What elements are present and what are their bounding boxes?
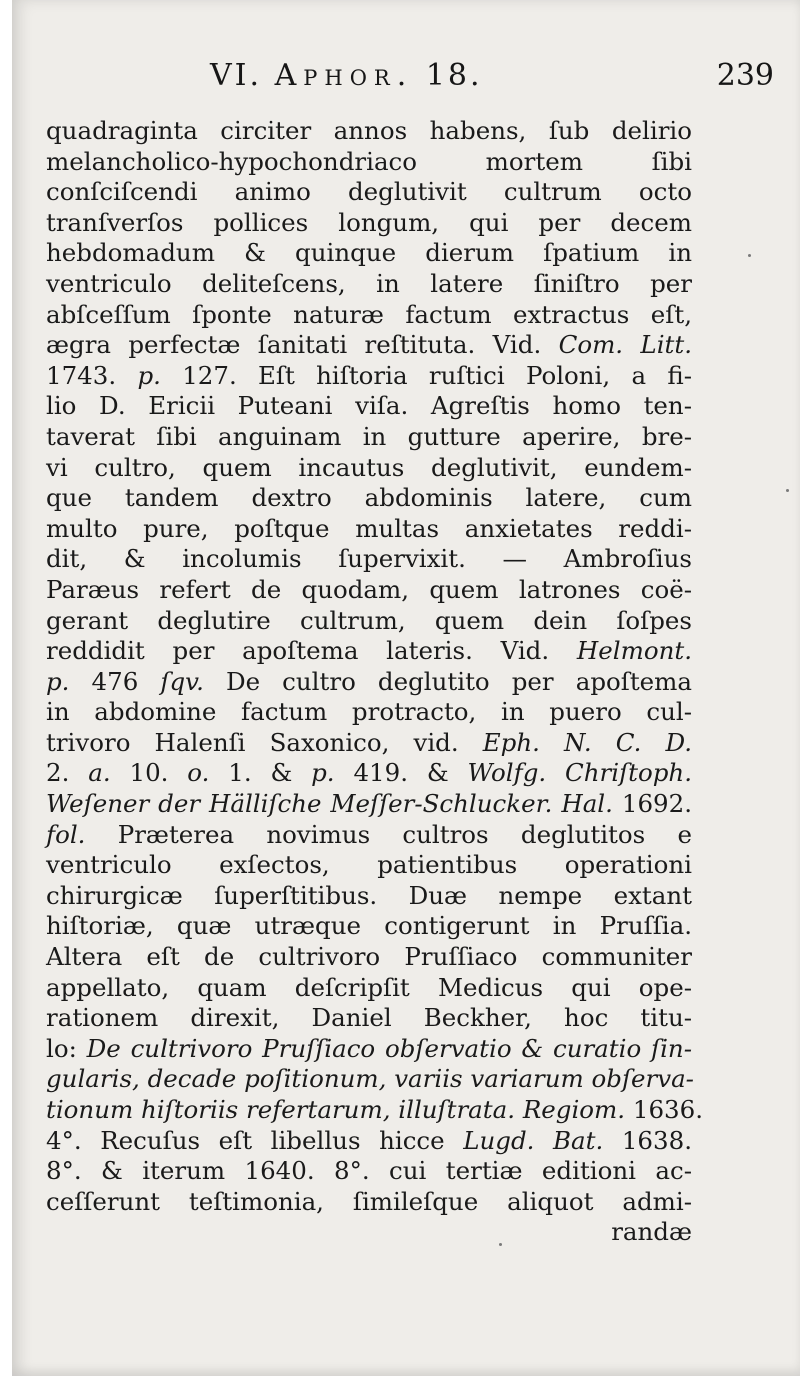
text-run: tranſverſos pollices longum, qui per decem [46, 207, 692, 237]
text-line [46, 881, 692, 912]
text-line [46, 911, 692, 942]
italic-run: gularis, decade poſitionum, variis variarum obſerva- [46, 1064, 694, 1094]
text-run: quadraginta circiter annos habens, ſub delirio [46, 116, 692, 145]
text-run: conſciſcendi animo deglutivit cultrum octo [46, 177, 692, 207]
italic-run: Wolfg. Chriſtoph. [467, 758, 692, 788]
text-run: melancholico-hypochondriaco mortem ſibi [46, 146, 692, 176]
text-run: trivoro Halenſi Saxonico, vid. [46, 727, 483, 757]
italic-run: o. [187, 758, 210, 788]
italic-run: tionum hiſtoriis refertarum, illuſtrata. Regiom. [46, 1095, 626, 1124]
text-run: lio D. Ericii Puteani viſa. Agreſtis homo ten- [46, 391, 692, 421]
text-run: 8°. & iterum 1640. 8°. cui tertiæ editioni ac- [46, 1156, 692, 1186]
text-line [46, 758, 692, 789]
text-run: hiſtoriæ, quæ utræque contigerunt in Pruſſia. [46, 911, 692, 941]
italic-run: Helmont. [576, 636, 692, 666]
text-line [46, 330, 692, 361]
text-line [46, 697, 692, 728]
italic-run: Eph. N. C. D. [482, 727, 693, 757]
text-run: 1692. [612, 789, 692, 819]
body-text [46, 116, 703, 1248]
text-line [46, 606, 692, 637]
paper-speck [786, 489, 789, 492]
text-line [46, 483, 692, 514]
text-line [46, 147, 692, 178]
italic-run: ſqv. [160, 666, 204, 696]
text-line [46, 177, 692, 208]
text-line [46, 1003, 692, 1034]
text-line [46, 208, 692, 239]
text-run: De cultro deglutito per apoſtema [203, 666, 692, 696]
text-line [46, 453, 692, 484]
text-run: vi cultro, quem incautus deglutivit, eundem- [46, 452, 692, 482]
italic-run: fol. [46, 819, 86, 849]
text-line [46, 667, 692, 698]
italic-run: a. [88, 758, 111, 788]
section-number: 18. [425, 58, 483, 93]
text-run: taverat ſibi anguinam in gutture aperire, bre- [46, 421, 692, 451]
text-line [46, 269, 692, 300]
text-run: chirurgicæ ſuperſtitibus. Duæ nempe extant [46, 880, 692, 910]
text-run: ventriculo deliteſcens, in latere ſiniſtro per [46, 268, 692, 298]
italic-run: Com. Litt. [558, 330, 693, 360]
text-line [46, 575, 692, 606]
running-title [210, 58, 483, 93]
text-run: ægra perfectæ ſanitati reſtituta. Vid. [46, 330, 559, 360]
text-line [46, 1156, 692, 1187]
text-run: dit, & incolumis ſupervixit. — Ambroſius [46, 544, 692, 574]
text-line [46, 514, 692, 545]
italic-run: De cultrivoro Pruſſiaco obſervatio & curatio ſin- [86, 1033, 692, 1063]
text-line [46, 1034, 692, 1065]
text-run: rationem direxit, Daniel Beckher, hoc titu- [46, 1003, 692, 1033]
text-run: 476 [69, 666, 161, 696]
text-run: Præterea novimus cultros deglutitos e [85, 819, 692, 849]
text-line [46, 820, 692, 851]
text-run: reddidit per apoſtema lateris. Vid. [46, 636, 577, 666]
text-run: gerant deglutire cultrum, quem dein ſoſpes [46, 605, 692, 635]
text-run: 2. [46, 758, 89, 788]
text-line [46, 973, 692, 1004]
running-title-word: Aphor. [274, 58, 414, 93]
text-run: que tandem dextro abdominis latere, cum [46, 483, 692, 513]
chapter-number: VI. [210, 58, 263, 93]
italic-run: p. [137, 360, 161, 390]
text-line [46, 300, 692, 331]
text-run: lo: [46, 1033, 87, 1063]
page-number: 239 [716, 58, 774, 93]
text-line [46, 728, 692, 759]
text-line [46, 1095, 703, 1126]
text-run: 4°. Recuſus eſt libellus hicce [46, 1125, 464, 1155]
text-line [46, 636, 692, 667]
text-line [46, 238, 692, 269]
text-line [46, 789, 692, 820]
italic-run: p. [311, 758, 335, 788]
text-line [46, 116, 692, 147]
running-header [12, 58, 800, 102]
text-run: appellato, quam deſcripſit Medicus qui ope- [46, 972, 692, 1002]
book-page [12, 0, 800, 1376]
text-line [46, 1187, 692, 1218]
text-run: 127. Eſt hiſtoria ruſtici Poloni, a fi- [160, 360, 692, 390]
text-line [46, 361, 692, 392]
text-run: hebdomadum & quinque dierum ſpatium in [46, 238, 692, 268]
text-run: Altera eſt de cultrivoro Pruſſiaco communiter [46, 942, 692, 972]
italic-run: Weſener der Hälliſche Meſſer-Schlucker. Hal. [46, 789, 613, 819]
text-run: abſceſſum ſponte naturæ factum extractus eſt, [46, 299, 692, 329]
text-run: 1743. [46, 360, 138, 390]
text-run: 1636. [625, 1095, 703, 1124]
paper-speck [748, 254, 751, 257]
text-line [46, 850, 692, 881]
text-run: ceſſerunt teſtimonia, ſimileſque aliquot admi- [46, 1186, 692, 1216]
text-line [46, 1064, 692, 1095]
text-line [46, 422, 692, 453]
italic-run: Lugd. Bat. [463, 1125, 604, 1155]
text-run: 1638. [603, 1125, 692, 1155]
italic-run: p. [46, 666, 70, 696]
text-run: randæ [611, 1217, 692, 1247]
text-line [46, 1217, 692, 1248]
text-run: ventriculo exſectos, patientibus operationi [46, 850, 692, 880]
text-run: 10. [110, 758, 188, 788]
text-run: in abdomine factum protracto, in puero cul- [46, 697, 692, 727]
text-run: 1. & [209, 758, 312, 788]
text-line [46, 544, 692, 575]
text-run: 419. & [334, 758, 468, 788]
text-line [46, 1126, 692, 1157]
text-run: multo pure, poſtque multas anxietates reddi- [46, 513, 692, 543]
text-run: Paræus refert de quodam, quem latrones coë- [46, 574, 692, 604]
text-line [46, 391, 692, 422]
text-line [46, 942, 692, 973]
paper-speck [499, 1243, 502, 1246]
